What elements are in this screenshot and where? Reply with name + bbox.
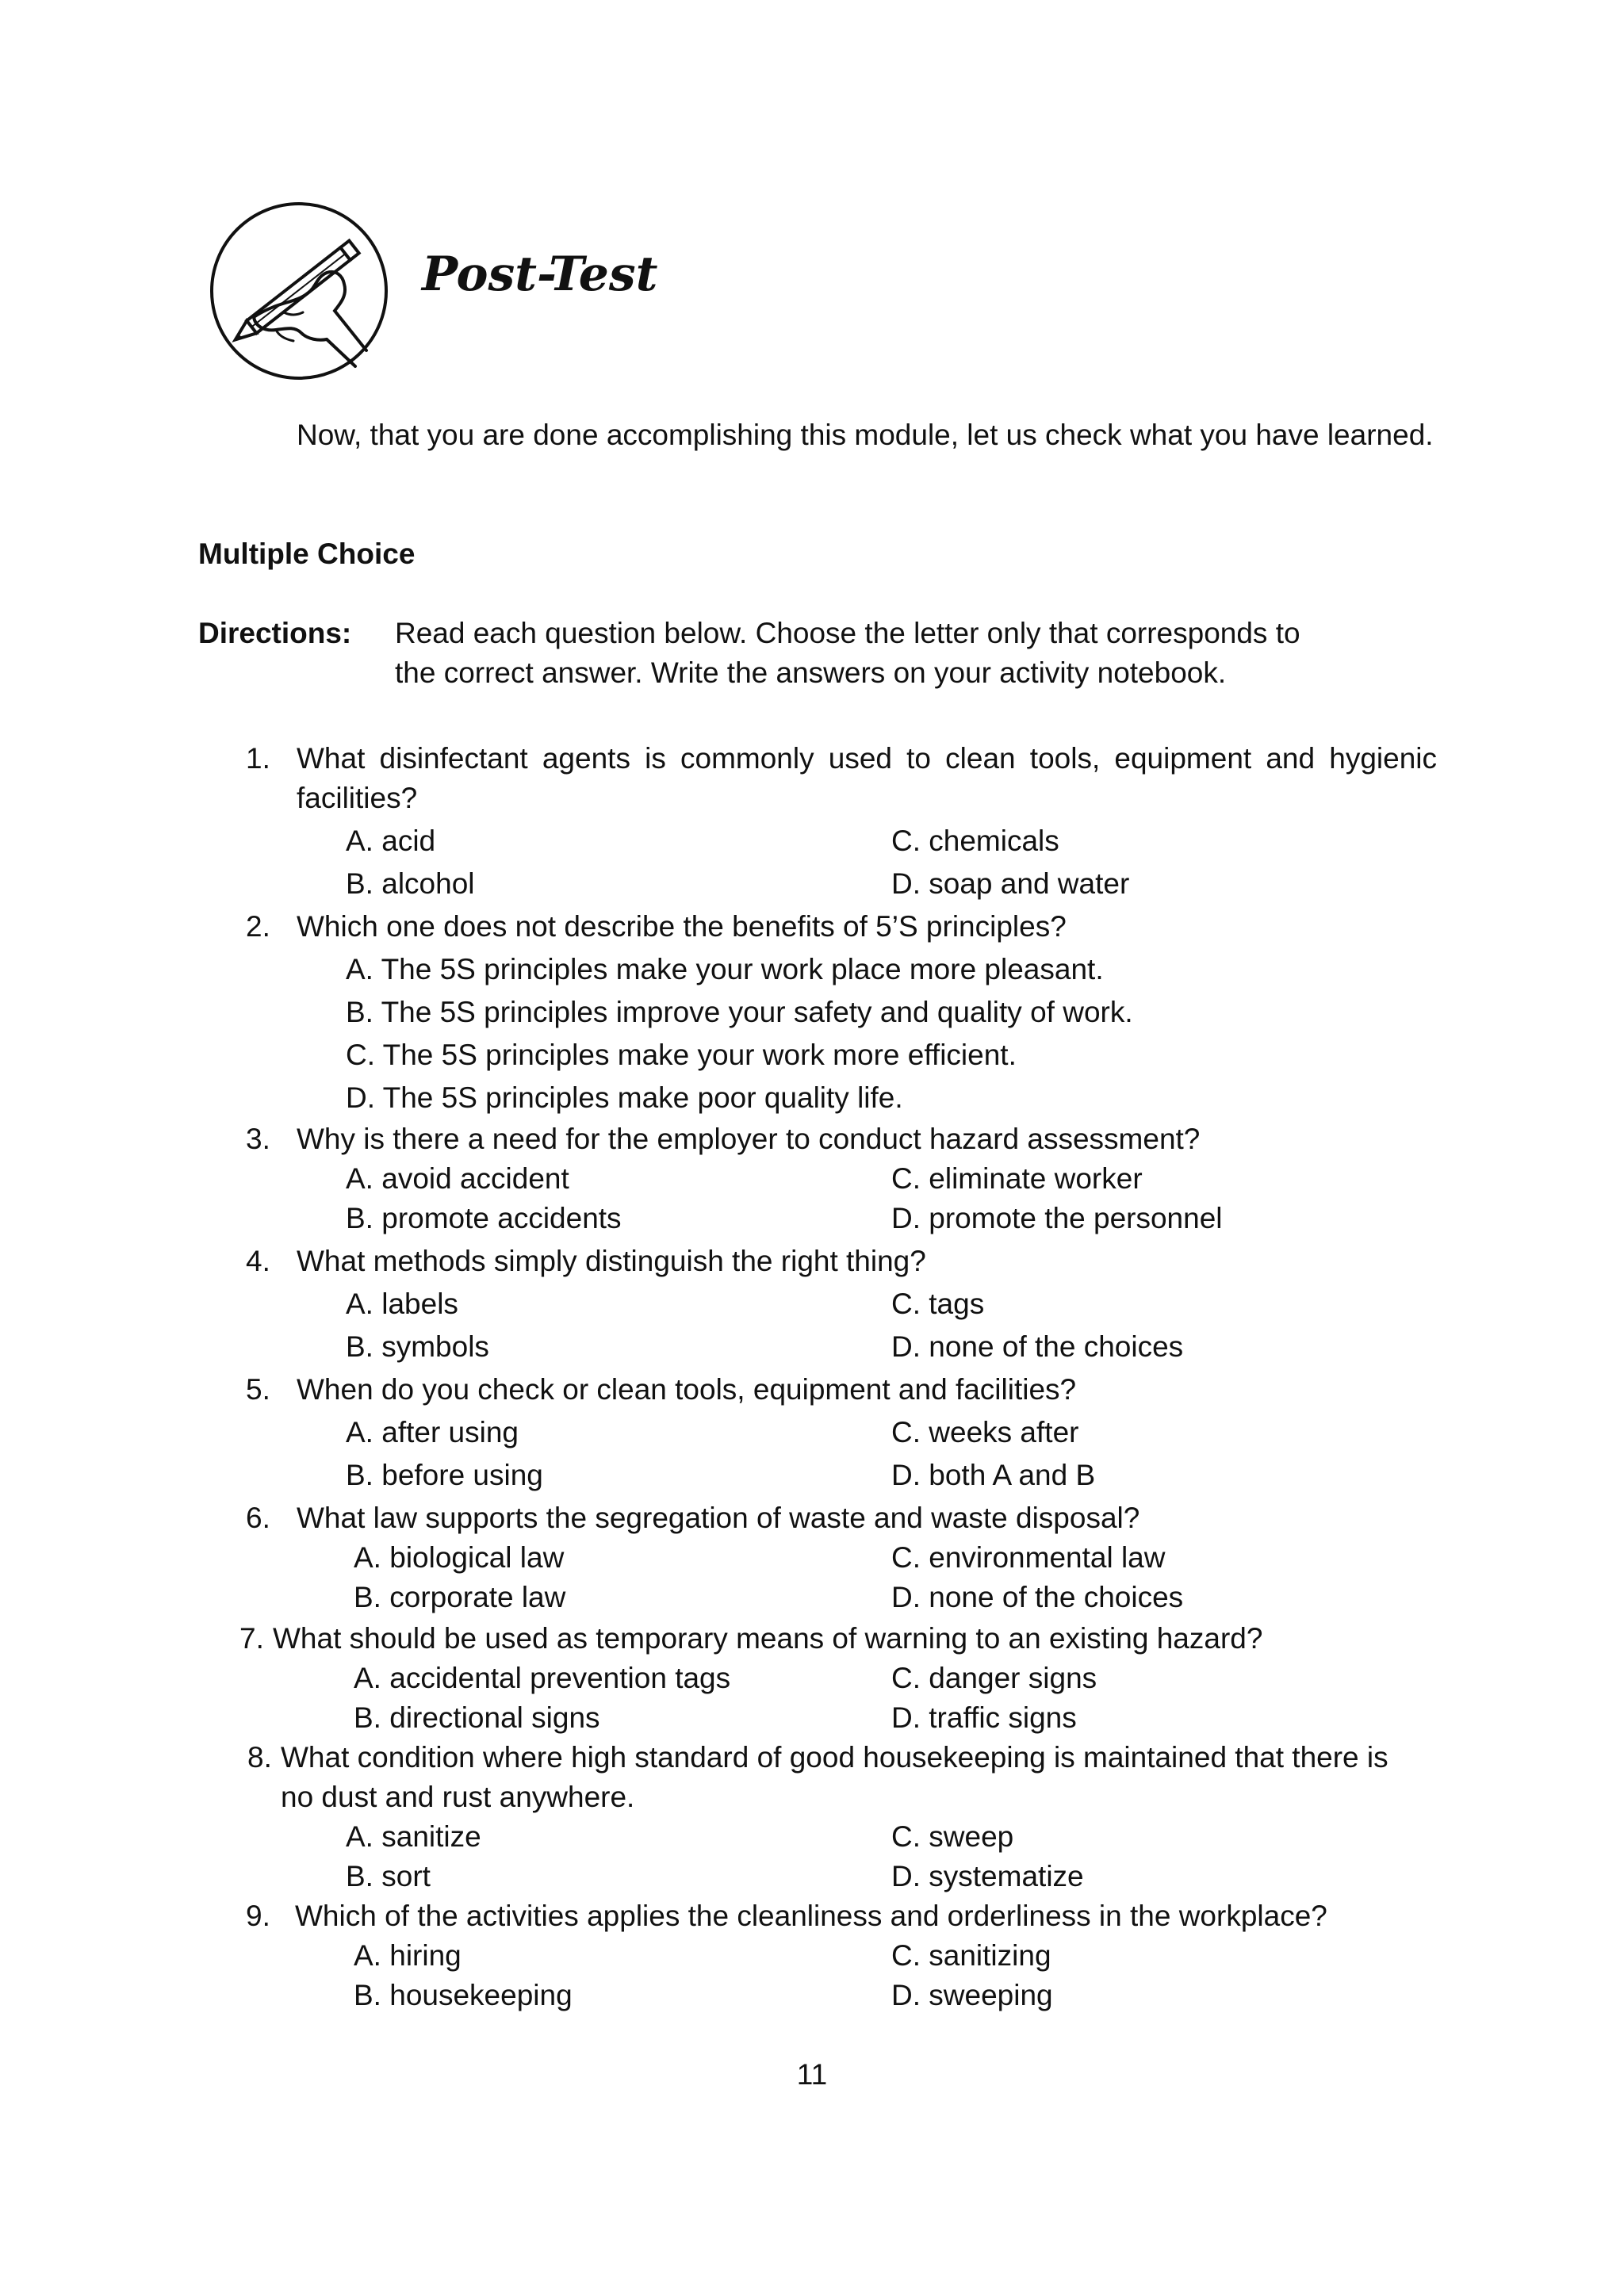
option: D. promote the personnel <box>891 1202 1223 1234</box>
question-number: 8. <box>247 1741 272 1774</box>
intro-paragraph: Now, that you are done accomplishing this module, let us check what you have learned. <box>297 419 1434 451</box>
question-text: Which one does not describe the benefits of 5’S principles? <box>297 910 1067 943</box>
directions-text: Read each question below. Choose the letter only that corresponds to the correct answer. Write the answers on your activity notebook. <box>395 617 1300 689</box>
question-text: What law supports the segregation of waste and waste disposal? <box>297 1502 1140 1534</box>
section-title: Multiple Choice <box>198 538 416 570</box>
hand-writing-pencil-icon <box>208 200 390 382</box>
option: A. acid <box>346 825 436 857</box>
option: B. housekeeping <box>354 1979 573 2011</box>
question-text: What disinfectant agents is commonly used to clean tools, equipment and hygienic facilities? <box>297 742 1437 814</box>
question-number: 2. <box>246 910 270 943</box>
question-text: Which of the activities applies the cleanliness and orderliness in the workplace? <box>295 1900 1327 1932</box>
question-number: 6. <box>246 1502 270 1534</box>
question-number: 1. <box>246 742 270 775</box>
option: A. The 5S principles make your work place more pleasant. <box>346 953 1104 985</box>
option: D. systematize <box>891 1860 1084 1892</box>
option: A. biological law <box>354 1541 565 1574</box>
option: C. sweep <box>891 1820 1014 1853</box>
option: C. The 5S principles make your work more efficient. <box>346 1039 1017 1071</box>
option: A. labels <box>346 1288 458 1320</box>
option: B. promote accidents <box>346 1202 622 1234</box>
option: C. environmental law <box>891 1541 1166 1574</box>
question-number: 5. <box>246 1373 270 1406</box>
option: C. eliminate worker <box>891 1162 1143 1195</box>
option: A. accidental prevention tags <box>354 1662 731 1694</box>
question-text-line1: What condition where high standard of good housekeeping is maintained that there is <box>281 1741 1388 1774</box>
option: D. soap and water <box>891 867 1130 900</box>
question-number: 9. <box>246 1900 270 1932</box>
option: B. The 5S principles improve your safety and quality of work. <box>346 996 1133 1028</box>
question-text: Why is there a need for the employer to conduct hazard assessment? <box>297 1123 1201 1155</box>
option: A. hiring <box>354 1939 462 1972</box>
option: D. traffic signs <box>891 1701 1077 1734</box>
question-text: What should be used as temporary means of warning to an existing hazard? <box>273 1622 1263 1655</box>
option: C. danger signs <box>891 1662 1097 1694</box>
option: B. symbols <box>346 1330 489 1363</box>
page-title: Post-Test <box>422 247 658 302</box>
option: D. none of the choices <box>891 1581 1184 1613</box>
question-number: 3. <box>246 1123 270 1155</box>
option: C. chemicals <box>891 825 1059 857</box>
question-text: What methods simply distinguish the right thing? <box>297 1245 926 1277</box>
option: D. both A and B <box>891 1459 1096 1491</box>
option: C. sanitizing <box>891 1939 1051 1972</box>
option: D. none of the choices <box>891 1330 1184 1363</box>
option: C. weeks after <box>891 1416 1079 1448</box>
option: B. directional signs <box>354 1701 600 1734</box>
question-number: 4. <box>246 1245 270 1277</box>
question-text-line2: no dust and rust anywhere. <box>281 1781 635 1813</box>
option: A. sanitize <box>346 1820 481 1853</box>
option: B. before using <box>346 1459 543 1491</box>
option: B. alcohol <box>346 867 475 900</box>
option: B. sort <box>346 1860 431 1892</box>
option: D. sweeping <box>891 1979 1053 2011</box>
question-text: When do you check or clean tools, equipment and facilities? <box>297 1373 1077 1406</box>
directions-label: Directions: <box>198 617 352 649</box>
option: A. avoid accident <box>346 1162 569 1195</box>
option: D. The 5S principles make poor quality life. <box>346 1081 903 1114</box>
page-number: 11 <box>796 2058 828 2091</box>
option: C. tags <box>891 1288 985 1320</box>
question-number: 7. <box>239 1622 264 1655</box>
option: A. after using <box>346 1416 519 1448</box>
option: B. corporate law <box>354 1581 566 1613</box>
